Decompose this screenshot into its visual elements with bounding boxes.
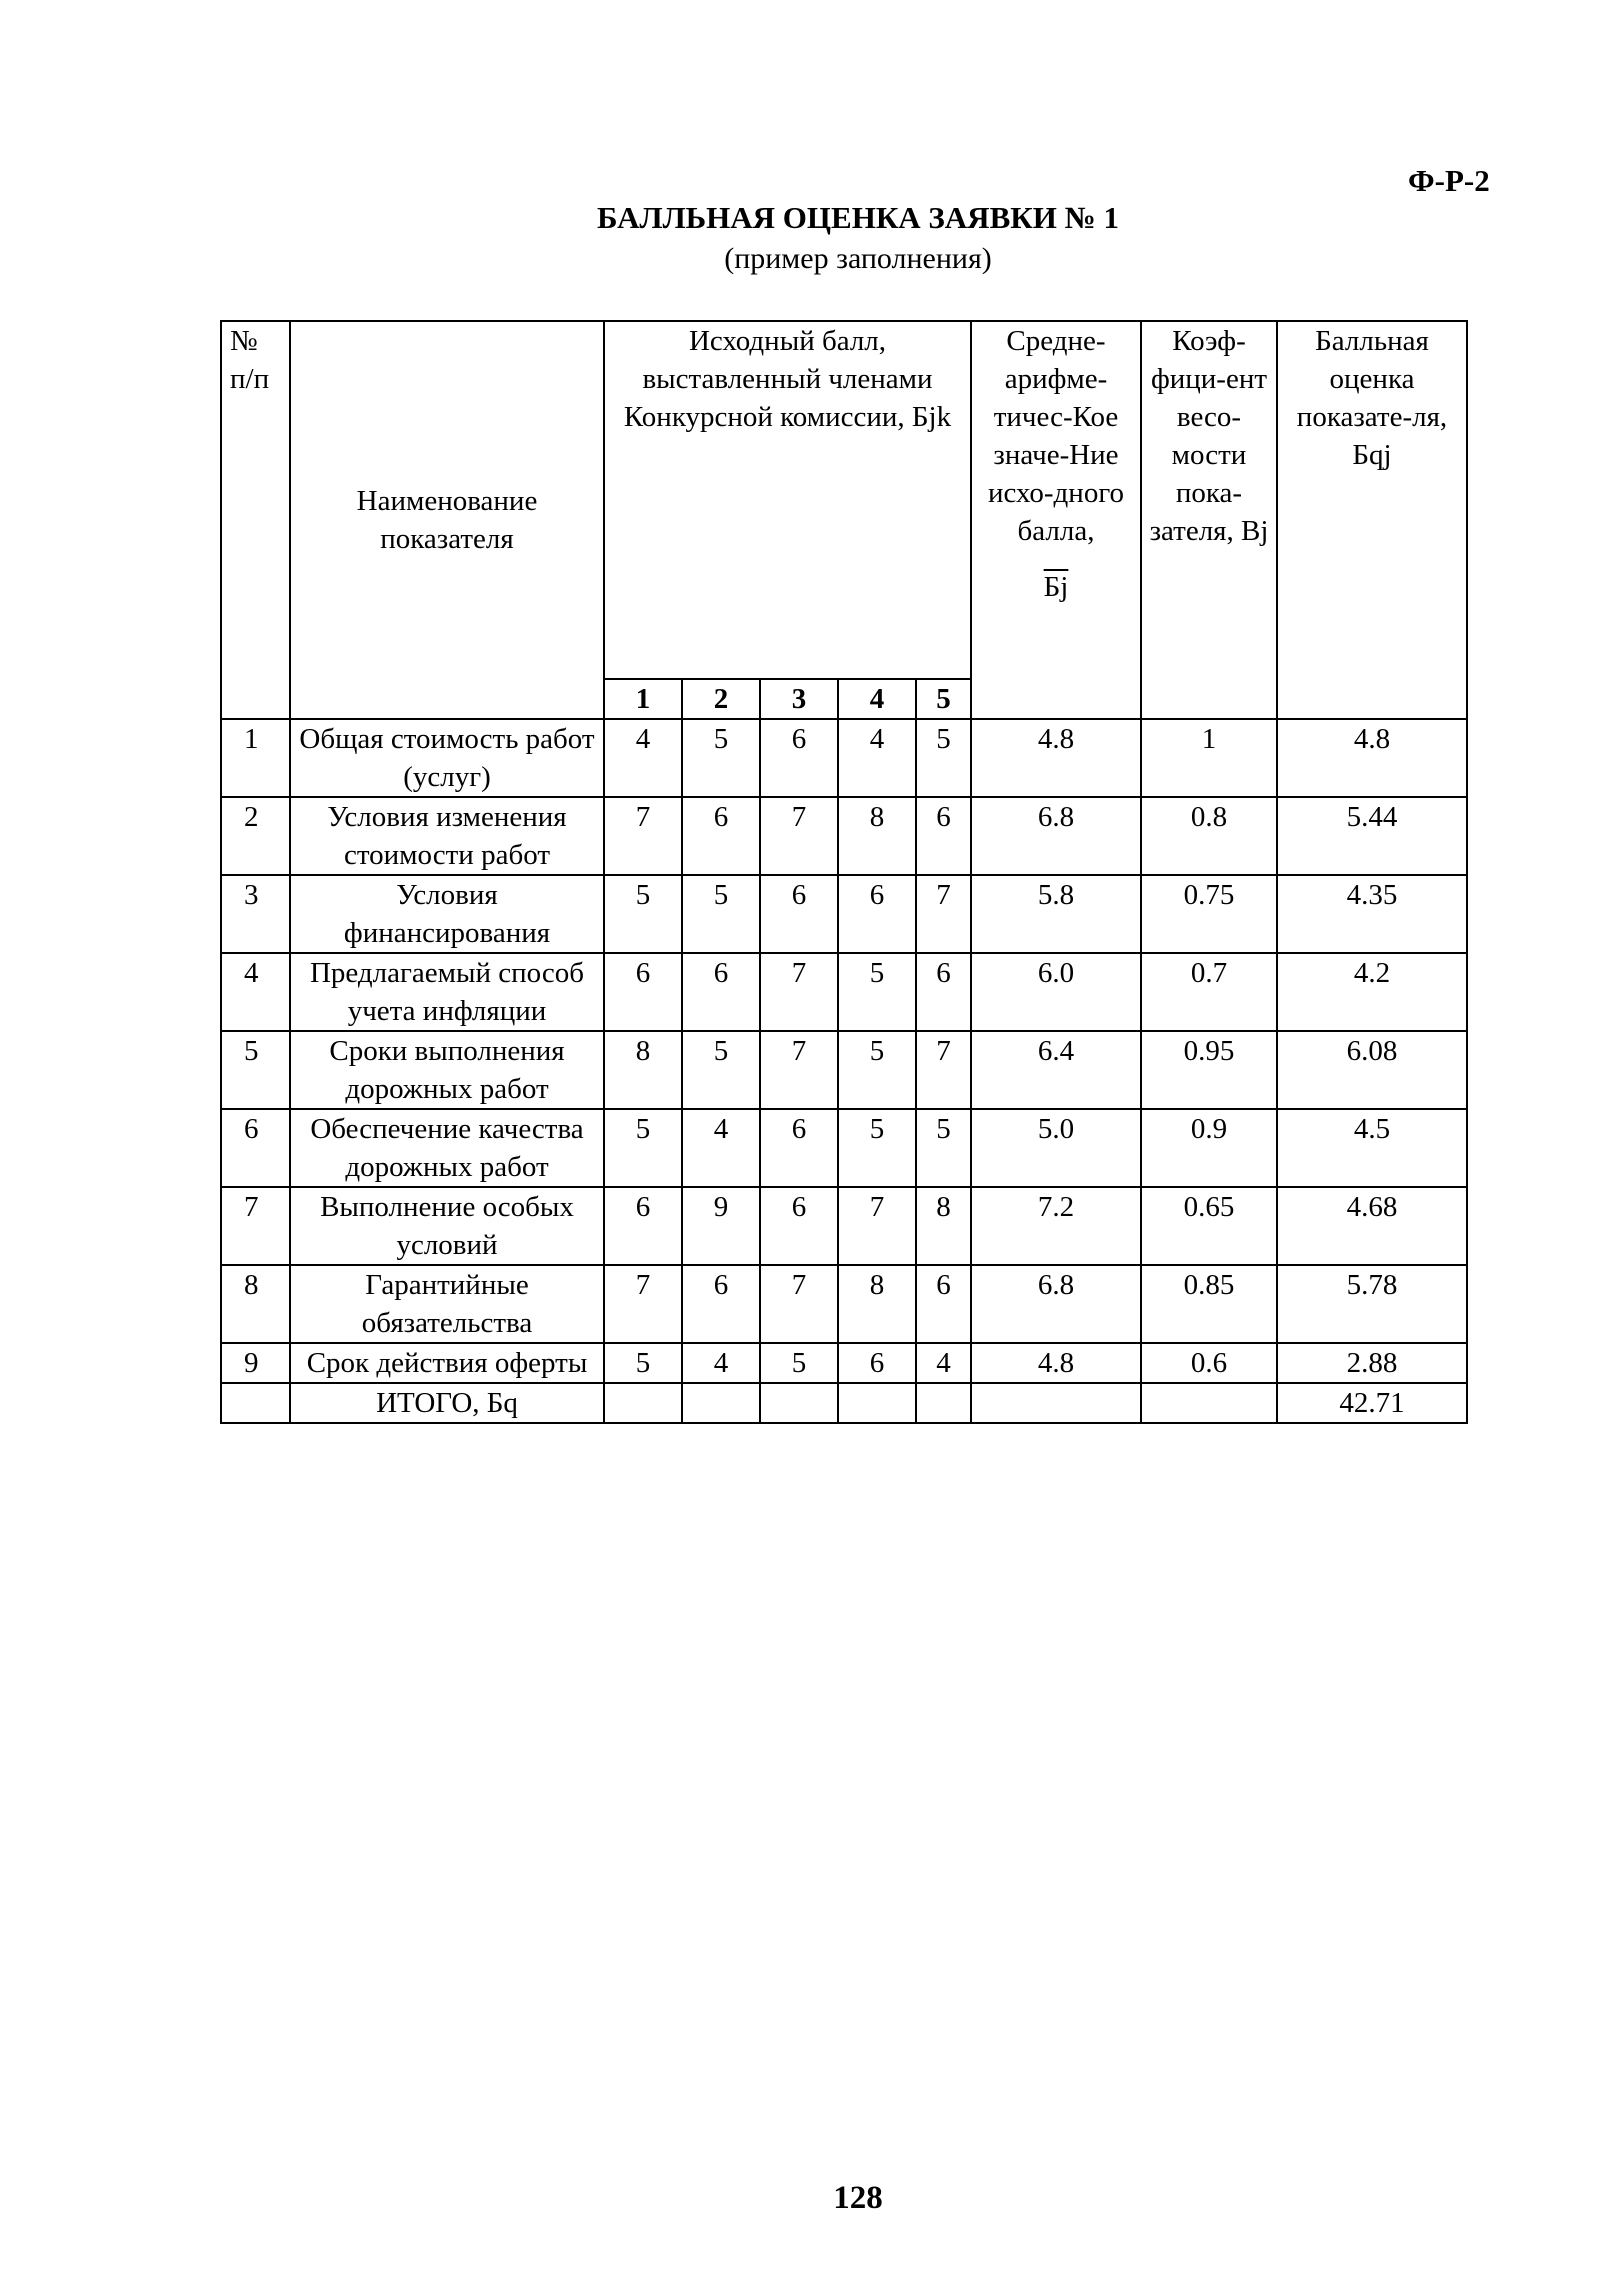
mean-cell: 6.8 [971,797,1141,875]
score-cell: 6 [760,719,838,797]
table-row [221,953,1467,1031]
score-cell: 8 [838,1265,916,1343]
member-number: 3 [760,679,838,719]
scoring-table [220,320,1468,1424]
total-empty-cell [760,1383,838,1423]
member-number: 2 [682,679,760,719]
score-cell: 5 [682,875,760,953]
mean-cell: 5.8 [971,875,1141,953]
score-cell: 6 [838,1343,916,1383]
row-num: 2 [221,797,290,875]
form-code: Ф-Р-2 [1408,163,1490,198]
weight-cell: 0.9 [1141,1109,1277,1187]
score-cell: 6 [760,875,838,953]
page-subtitle: (пример заполнения) [724,242,992,275]
row-name: Общая стоимость работ (услуг) [290,719,604,797]
score-cell: 5 [604,1343,682,1383]
score-cell: 6 [916,797,971,875]
table-row [221,797,1467,875]
result-cell: 6.08 [1277,1031,1467,1109]
header-num: № п/п [221,321,290,719]
header-name: Наименование показателя [290,321,604,719]
score-cell: 6 [838,875,916,953]
total-empty-cell [221,1383,290,1423]
score-cell: 7 [604,797,682,875]
score-cell: 6 [760,1187,838,1265]
total-label: ИТОГО, Бq [290,1383,604,1423]
header-result: Балльная оценка показате-ля, Бqj [1277,321,1467,719]
score-cell: 5 [682,1031,760,1109]
score-cell: 9 [682,1187,760,1265]
row-name: Выполнение особых условий [290,1187,604,1265]
table-row [221,1265,1467,1343]
score-cell: 5 [604,1109,682,1187]
page-title: БАЛЛЬНАЯ ОЦЕНКА ЗАЯВКИ № 1 [597,200,1119,235]
result-cell: 4.8 [1277,719,1467,797]
header-row [221,321,1467,679]
header-mean-text: Средне-арифме-тичес-Кое значе-Ние исхо-дного балла, [987,325,1124,547]
weight-cell: 0.75 [1141,875,1277,953]
score-cell: 8 [916,1187,971,1265]
mean-cell: 6.0 [971,953,1141,1031]
score-cell: 4 [916,1343,971,1383]
result-cell: 4.2 [1277,953,1467,1031]
row-num: 6 [221,1109,290,1187]
table-row [221,1031,1467,1109]
score-cell: 4 [682,1343,760,1383]
row-num: 1 [221,719,290,797]
row-name: Предлагаемый способ учета инфляции [290,953,604,1031]
score-cell: 6 [604,1187,682,1265]
score-cell: 5 [838,1109,916,1187]
mean-cell: 6.8 [971,1265,1141,1343]
table-row [221,1109,1467,1187]
total-empty-cell [838,1383,916,1423]
row-name: Сроки выполнения дорожных работ [290,1031,604,1109]
score-cell: 7 [604,1265,682,1343]
score-cell: 7 [760,1265,838,1343]
total-row [221,1383,1467,1423]
row-num: 8 [221,1265,290,1343]
score-cell: 8 [838,797,916,875]
score-cell: 5 [760,1343,838,1383]
member-number: 4 [838,679,916,719]
member-number: 5 [916,679,971,719]
table-row [221,875,1467,953]
score-cell: 8 [604,1031,682,1109]
row-num: 5 [221,1031,290,1109]
result-cell: 5.78 [1277,1265,1467,1343]
score-cell: 5 [838,1031,916,1109]
mean-cell: 7.2 [971,1187,1141,1265]
row-name: Обеспечение качества дорожных работ [290,1109,604,1187]
weight-cell: 0.8 [1141,797,1277,875]
result-cell: 5.44 [1277,797,1467,875]
score-cell: 7 [838,1187,916,1265]
score-cell: 6 [760,1109,838,1187]
total-empty-cell [971,1383,1141,1423]
header-mean [971,321,1141,719]
score-cell: 5 [838,953,916,1031]
mean-cell: 6.4 [971,1031,1141,1109]
score-cell: 7 [760,953,838,1031]
table-row [221,1187,1467,1265]
weight-cell: 0.85 [1141,1265,1277,1343]
score-cell: 7 [760,1031,838,1109]
table-row [221,1343,1467,1383]
mean-cell: 5.0 [971,1109,1141,1187]
weight-cell: 0.95 [1141,1031,1277,1109]
weight-cell: 0.6 [1141,1343,1277,1383]
header-mean-symbol: Бj [1043,571,1069,603]
total-empty-cell [682,1383,760,1423]
weight-cell: 1 [1141,719,1277,797]
total-empty-cell [1141,1383,1277,1423]
result-cell: 4.68 [1277,1187,1467,1265]
score-cell: 6 [604,953,682,1031]
total-value: 42.71 [1277,1383,1467,1423]
row-num: 4 [221,953,290,1031]
score-cell: 5 [682,719,760,797]
page-number: 128 [833,2180,883,2216]
score-cell: 4 [604,719,682,797]
score-cell: 6 [682,953,760,1031]
result-cell: 2.88 [1277,1343,1467,1383]
score-cell: 5 [916,1109,971,1187]
row-num: 7 [221,1187,290,1265]
score-cell: 7 [916,1031,971,1109]
row-num: 9 [221,1343,290,1383]
row-name: Срок действия оферты [290,1343,604,1383]
score-cell: 6 [916,1265,971,1343]
header-scores: Исходный балл, выставленный членами Конкурсной комиссии, Бjk [604,321,971,679]
header-weight: Коэф-фици-ент весо-мости пока-зателя, Вj [1141,321,1277,719]
score-cell: 4 [838,719,916,797]
row-name: Условия изменения стоимости работ [290,797,604,875]
row-name: Условия финансирования [290,875,604,953]
mean-cell: 4.8 [971,1343,1141,1383]
mean-cell: 4.8 [971,719,1141,797]
result-cell: 4.5 [1277,1109,1467,1187]
result-cell: 4.35 [1277,875,1467,953]
score-cell: 7 [760,797,838,875]
score-cell: 5 [604,875,682,953]
weight-cell: 0.7 [1141,953,1277,1031]
row-name: Гарантийные обязательства [290,1265,604,1343]
score-cell: 6 [682,1265,760,1343]
table-row [221,719,1467,797]
score-cell: 6 [682,797,760,875]
total-empty-cell [604,1383,682,1423]
member-number: 1 [604,679,682,719]
weight-cell: 0.65 [1141,1187,1277,1265]
score-cell: 4 [682,1109,760,1187]
total-empty-cell [916,1383,971,1423]
row-num: 3 [221,875,290,953]
score-cell: 6 [916,953,971,1031]
score-cell: 7 [916,875,971,953]
score-cell: 5 [916,719,971,797]
